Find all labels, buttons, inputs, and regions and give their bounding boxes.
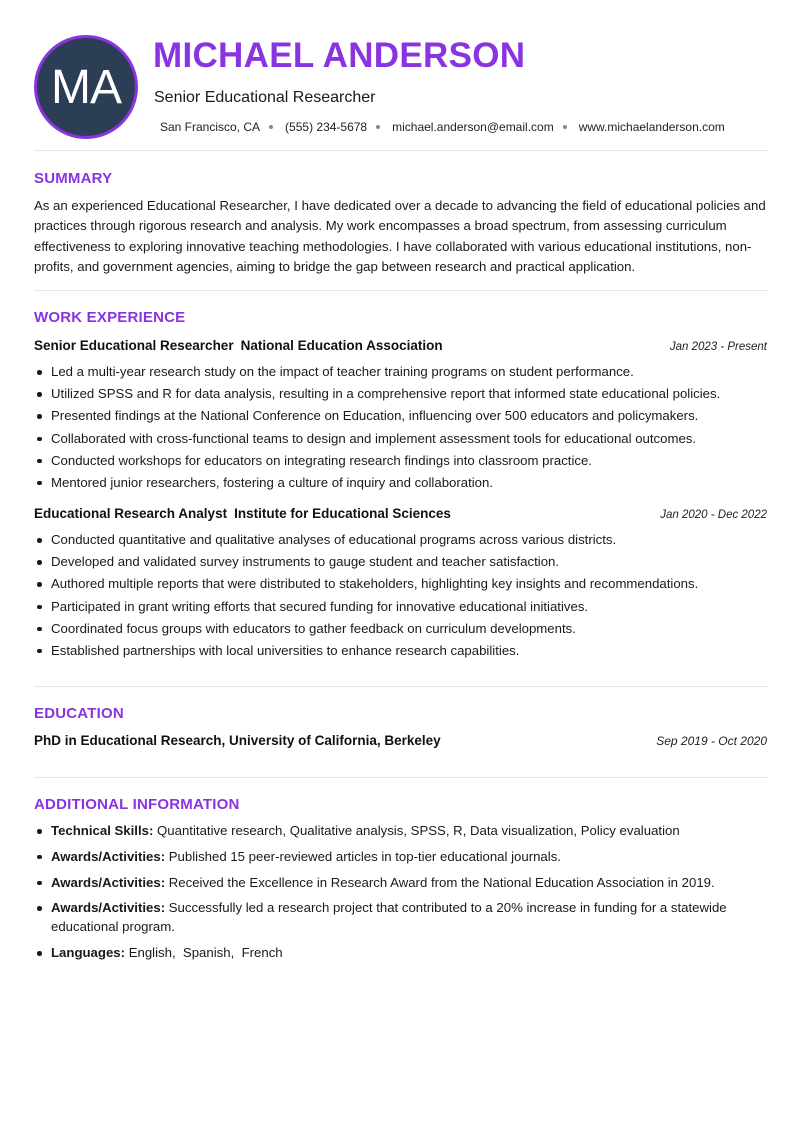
avatar (34, 35, 138, 139)
list-item: Participated in grant writing efforts that secured funding for innovative educational initiatives. (34, 599, 769, 615)
contact-info (160, 120, 725, 134)
list-item: Utilized SPSS and R for data analysis, resulting in a comprehensive report that informed state educational policies. (34, 386, 769, 402)
list-item (34, 943, 769, 962)
education-degree: PhD in Educational Research, University of California, Berkeley (34, 733, 441, 748)
contact-location: San Francisco, CA (160, 120, 261, 134)
candidate-name: MICHAEL ANDERSON (153, 36, 526, 75)
job-role: Educational Research Analyst (34, 506, 228, 521)
summary-text: As an experienced Educational Researcher, I have dedicated over a decade to advancing the field of educational policies and practices through rigorous research and analysis. My work encompasses a broad spectrum, from assessing curriculum effectiveness to exploring innovative teaching methodologies. I have collaborated with various educational institutions, non-profits, and government agencies, aiming to bridge the gap between research and practical application. (34, 198, 766, 274)
list-item: Presented findings at the National Conference on Education, influencing over 500 educators and policymakers. (34, 408, 769, 424)
bullet-separator-icon (563, 125, 567, 129)
additional-info-list (34, 821, 769, 969)
list-item: Conducted workshops for educators on integrating research findings into classroom practice. (34, 453, 769, 469)
item-label: Languages: (51, 945, 126, 961)
job-role: Senior Educational Researcher (34, 338, 234, 353)
section-title-summary: SUMMARY (34, 170, 113, 187)
candidate-headline: Senior Educational Researcher (154, 89, 376, 106)
list-item: Mentored junior researchers, fostering a culture of inquiry and collaboration. (34, 475, 769, 491)
section-title-work-experience: WORK EXPERIENCE (34, 309, 186, 326)
job-title (34, 338, 443, 353)
contact-website[interactable]: www.michaelanderson.com (578, 120, 725, 134)
divider (34, 686, 767, 687)
contact-phone: (555) 234-5678 (285, 120, 368, 134)
bullet-separator-icon (376, 125, 380, 129)
job-dates: Jan 2020 - Dec 2022 (660, 509, 767, 521)
job-title (34, 506, 451, 521)
section-title-education: EDUCATION (34, 705, 124, 722)
item-text: Published 15 peer-reviewed articles in top-tier educational journals. (168, 848, 561, 864)
list-item: Developed and validated survey instruments to gauge student and teacher satisfaction. (34, 554, 769, 570)
list-item: Conducted quantitative and qualitative analyses of educational programs across various districts. (34, 532, 769, 548)
item-text: Successfully led a research project that contributed to a 20% increase in funding for a statewide educational program. (51, 900, 727, 935)
list-item (34, 847, 769, 866)
divider (34, 150, 767, 151)
avatar-initials: MA (51, 60, 121, 114)
contact-email[interactable]: michael.anderson@email.com (392, 120, 554, 134)
job-company: Institute for Educational Sciences (234, 506, 451, 521)
job-company: National Education Association (240, 338, 443, 353)
list-item (34, 873, 769, 892)
job-header (34, 506, 767, 521)
list-item (34, 898, 769, 936)
list-item: Established partnerships with local universities to enhance research capabilities. (34, 643, 769, 659)
job-bullets (34, 364, 769, 497)
divider (34, 777, 767, 778)
list-item: Coordinated focus groups with educators to gather feedback on curriculum developments. (34, 621, 769, 637)
item-label: Awards/Activities: (51, 874, 166, 890)
job-bullets (34, 532, 769, 665)
bullet-separator-icon (269, 125, 273, 129)
item-text: English, Spanish, French (128, 945, 283, 961)
education-entry (34, 733, 767, 748)
section-title-additional-information: ADDITIONAL INFORMATION (34, 796, 240, 813)
list-item: Led a multi-year research study on the impact of teacher training programs on student performance. (34, 364, 769, 380)
list-item: Collaborated with cross-functional teams to design and implement assessment tools for educational outcomes. (34, 431, 769, 447)
item-text: Received the Excellence in Research Award from the National Education Association in 2019. (168, 874, 715, 890)
item-label: Technical Skills: (51, 823, 154, 838)
job-header (34, 338, 767, 353)
list-item (34, 821, 769, 840)
job-dates: Jan 2023 - Present (669, 341, 767, 353)
education-dates: Sep 2019 - Oct 2020 (656, 734, 767, 748)
divider (34, 290, 767, 291)
list-item: Authored multiple reports that were distributed to stakeholders, highlighting key insights and recommendations. (34, 576, 769, 592)
item-label: Awards/Activities: (51, 900, 166, 916)
item-text: Quantitative research, Qualitative analysis, SPSS, R, Data visualization, Policy evaluation (157, 823, 680, 838)
item-label: Awards/Activities: (51, 848, 166, 864)
